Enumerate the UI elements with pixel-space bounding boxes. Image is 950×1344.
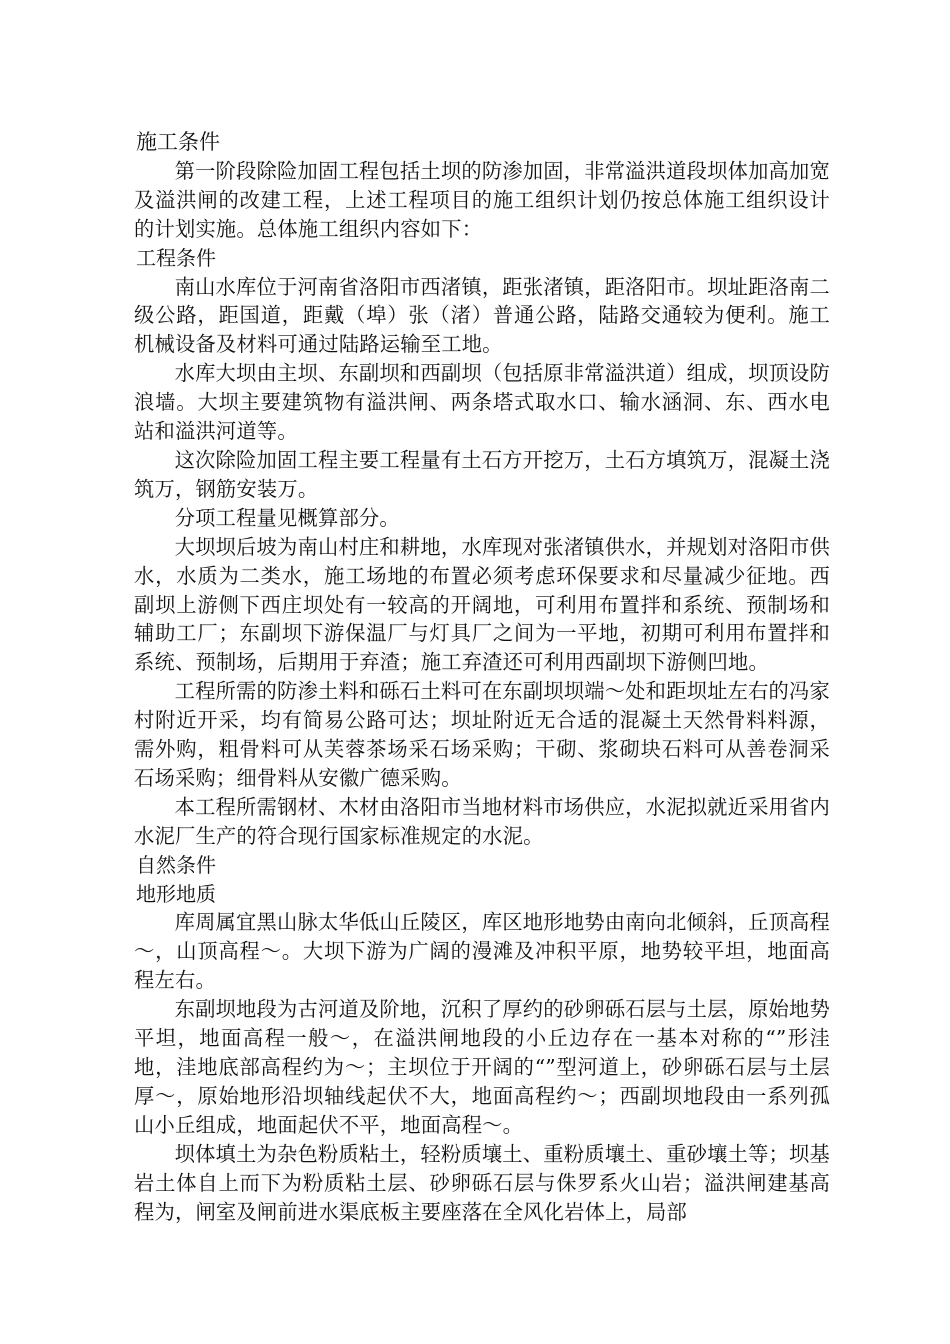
paragraph-material-sources: 工程所需的防渗土料和砾石土料可在东副坝坝端～处和距坝址左右的冯家村附近开采，均有简易公路可达；坝址附近无合适的混凝土天然骨料料源，需外购，粗骨料可从芙蓉茶场采石场采购；干砌、浆砌块石料可从善卷洞采石场采购；细骨料从安徽广德采购。 <box>134 679 830 790</box>
section-heading-topography-geology: 地形地质 <box>136 881 216 906</box>
paragraph-reservoir-location: 南山水库位于河南省洛阳市西渚镇，距张渚镇，距洛阳市。坝址距洛南二级公路，距国道，距戴（埠）张（渚）普通公路，陆路交通较为便利。施工机械设备及材料可通过陆路运输至工地。 <box>134 274 830 357</box>
paragraph-main-quantities: 这次除险加固工程主要工程量有土石方开挖万，土石方填筑万，混凝土浇筑万，钢筋安装万。 <box>134 447 830 501</box>
paragraph-steel-cement-supply: 本工程所需钢材、木材由洛阳市当地材料市场供应，水泥拟就近采用省内水泥厂生产的符合现行国家标准规定的水泥。 <box>134 794 830 848</box>
document-page <box>134 128 830 1226</box>
paragraph-itemized-quantities: 分项工程量见概算部分。 <box>174 505 400 530</box>
section-heading-construction-conditions: 施工条件 <box>136 130 220 154</box>
section-heading-project-conditions: 工程条件 <box>136 245 216 270</box>
paragraph-phase-one-overview: 第一阶段除险加固工程包括土坝的防渗加固，非常溢洪道段坝体加高加宽及溢洪闸的改建工程，上述工程项目的施工组织计划仍按总体施工组织设计的计划实施。总体施工组织内容如下： <box>134 158 830 241</box>
section-heading-natural-conditions: 自然条件 <box>136 852 216 877</box>
paragraph-reservoir-topography: 库周属宜黑山脉太华低山丘陵区，库区地形地势由南向北倾斜，丘顶高程～，山顶高程～。大坝下游为广阔的漫滩及冲积平原，地势较平坦，地面高程左右。 <box>134 910 830 993</box>
paragraph-dam-fill-soil: 坝体填土为杂色粉质粘土，轻粉质壤土、重粉质壤土、重砂壤土等；坝基岩土体自上而下为粉质粘土层、砂卵砾石层与侏罗系火山岩；溢洪闸建基高程为，闸室及闸前进水渠底板主要座落在全风化岩体上，局部 <box>134 1141 830 1224</box>
paragraph-east-dam-geology: 东副坝地段为古河道及阶地，沉积了厚约的砂卵砾石层与土层，原始地势平坦，地面高程一般～，在溢洪闸地段的小丘边存在一基本对称的“”形洼地，洼地底部高程约为～；主坝位于开阔的“”型河道上，砂卵砾石层与土层厚～，原始地形沿坝轴线起伏不大，地面高程约～；西副坝地段由一系列孤山小丘组成，地面起伏不平，地面高程～。 <box>134 997 830 1137</box>
paragraph-dam-composition: 水库大坝由主坝、东副坝和西副坝（包括原非常溢洪道）组成，坝顶设防浪墙。大坝主要建筑物有溢洪闸、两条塔式取水口、输水涵洞、东、西水电站和溢洪河道等。 <box>134 361 830 444</box>
paragraph-site-layout: 大坝坝后坡为南山村庄和耕地，水库现对张渚镇供水，并规划对洛阳市供水，水质为二类水，施工场地的布置必须考虑环保要求和尽量减少征地。西副坝上游侧下西庄坝处有一较高的开阔地，可利用布置拌和系统、预制场和辅助工厂；东副坝下游保温厂与灯具厂之间为一平地，初期可利用布置拌和系统、预制场，后期用于弃渣；施工弃渣还可利用西副坝下游侧凹地。 <box>134 534 830 675</box>
